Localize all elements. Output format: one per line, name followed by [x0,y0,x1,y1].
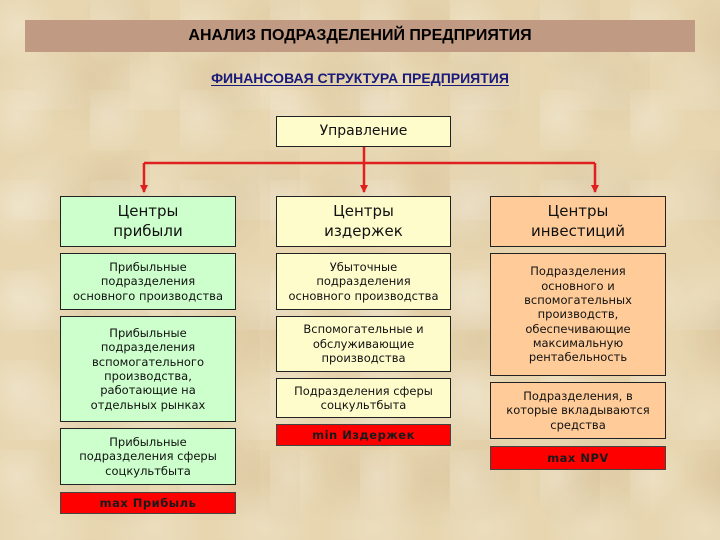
heading-investment-centers [490,196,666,247]
profit-item-social-sphere-label: Прибыльные подразделения сферы соцкультбыта [79,434,217,478]
criterion-max-profit-label: max Прибыль [99,495,197,510]
heading-cost-centers [276,196,451,247]
heading-profit-centers-label: Центры прибыли [113,202,183,240]
cost-item-auxiliary-services [276,316,451,372]
profit-item-auxiliary-production-label: Прибыльные подразделения вспомогательного производства, работающие на отдельных рынках [90,325,206,412]
diagram-subtitle: ФИНАНСОВАЯ СТРУКТУРА ПРЕДПРИЯТИЯ [211,70,509,86]
cost-item-auxiliary-services-label: Вспомогательные и обслуживающие производства [303,322,424,366]
criterion-min-costs-label: min Издержек [312,427,415,442]
investment-item-funded-units-label: Подразделения, в которые вкладываются средства [506,388,650,432]
criterion-max-npv-label: max NPV [547,450,609,465]
profit-item-auxiliary-production [60,316,236,422]
root-node-management [276,116,451,147]
criterion-min-costs [276,424,451,446]
cost-item-social-sphere-label: Подразделения сферы соцкультбыта [294,383,433,412]
investment-item-max-profitability-label: Подразделения основного и вспомогательных производств, обеспечивающие максимальную рентабельность [524,264,632,365]
cost-item-social-sphere [276,378,451,418]
criterion-max-profit [60,492,236,514]
root-node-label: Управление [319,122,408,139]
cost-item-unprofitable-main [276,253,451,310]
profit-item-social-sphere [60,428,236,485]
heading-cost-centers-label: Центры издержек [324,202,403,240]
page-title-text: АНАЛИЗ ПОДРАЗДЕЛЕНИЙ ПРЕДПРИЯТИЯ [188,27,532,44]
profit-item-main-production [60,253,236,310]
criterion-max-npv [490,446,666,470]
cost-item-unprofitable-main-label: Убыточные подразделения основного производства [288,259,439,303]
heading-profit-centers [60,196,236,247]
heading-investment-centers-label: Центры инвестиций [530,202,626,240]
investment-item-funded-units [490,382,666,439]
investment-item-max-profitability [490,253,666,376]
profit-item-main-production-label: Прибыльные подразделения основного производства [72,259,224,303]
